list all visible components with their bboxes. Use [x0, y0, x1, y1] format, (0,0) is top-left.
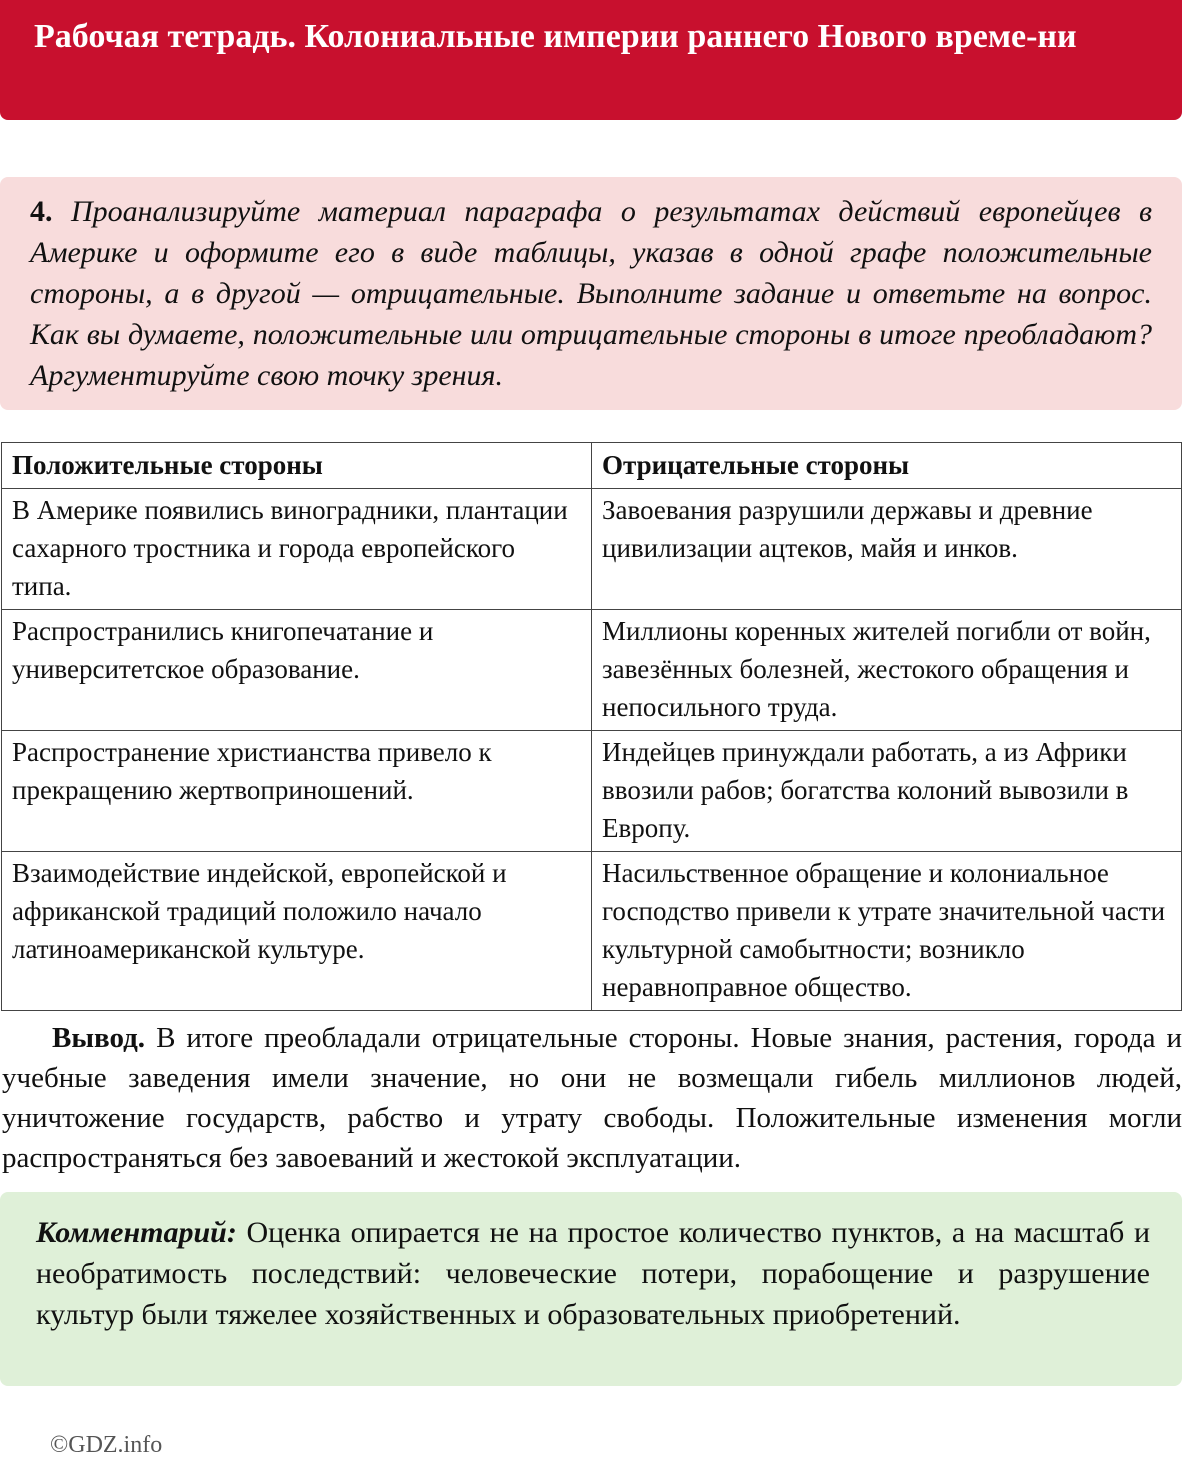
answer-table — [1, 442, 1182, 1011]
cell-negative: Индейцев принуждали работать, а из Африки ввозили рабов; богатства колоний вывозили в Европу. — [592, 731, 1182, 852]
cell-negative: Завоевания разрушили державы и древние цивилизации ацтеков, майя и инков. — [592, 489, 1182, 610]
cell-negative: Насильственное обращение и колониальное господство привели к утрате значительной части культурной самобытности; возникло неравноправное общество. — [592, 852, 1182, 1011]
copyright-footer: ©GDZ.info — [50, 1432, 163, 1458]
comment-box — [0, 1192, 1182, 1386]
table-row — [2, 852, 1182, 1011]
table-row — [2, 489, 1182, 610]
page-header — [0, 0, 1182, 120]
header-positive: Положительные стороны — [2, 443, 592, 489]
conclusion-lead: Вывод. — [52, 1022, 146, 1054]
page-title: Рабочая тетрадь. Колониальные империи раннего Нового време-ни — [34, 18, 1077, 55]
comment-text: Оценка опирается не на простое количество пунктов, а на масштаб и необратимость последствий: человеческие потери, порабощение и разрушение культур были тяжелее хозяйственных и образовательных приобретений. — [36, 1216, 1150, 1331]
task-text: Проанализируйте материал параграфа о результатах действий европейцев в Америке и оформите его в виде таблицы, указав в одной графе положительные стороны, а в другой — отрицательные. Выполните задание и ответьте на вопрос. Как вы думаете, положительные или отрицательные стороны в итоге преобладают? Аргументируйте свою точку зрения. — [30, 195, 1153, 392]
cell-positive: Взаимодействие индейской, европейской и африканской традиций положило начало латиноамериканской культуре. — [2, 852, 592, 1011]
task-box — [0, 177, 1182, 410]
header-negative: Отрицательные стороны — [592, 443, 1182, 489]
table-row — [2, 610, 1182, 731]
table-row — [2, 731, 1182, 852]
comment-lead: Комментарий: — [36, 1216, 237, 1249]
conclusion-paragraph — [2, 1018, 1182, 1178]
cell-positive: В Америке появились виноградники, плантации сахарного тростника и города европейского типа. — [2, 489, 592, 610]
cell-positive: Распространение христианства привело к прекращению жертвоприношений. — [2, 731, 592, 852]
task-number: 4. — [30, 195, 53, 228]
conclusion-text: В итоге преобладали отрицательные стороны. Новые знания, растения, города и учебные заведения имели значение, но они не возмещали гибель миллионов людей, уничтожение государств, рабство и утрату свободы. Положительные изменения могли распространяться без завоеваний и жестокой эксплуатации. — [2, 1022, 1183, 1174]
cell-negative: Миллионы коренных жителей погибли от войн, завезённых болезней, жестокого обращения и непосильного труда. — [592, 610, 1182, 731]
cell-positive: Распространились книгопечатание и университетское образование. — [2, 610, 592, 731]
table-header-row — [2, 443, 1182, 489]
